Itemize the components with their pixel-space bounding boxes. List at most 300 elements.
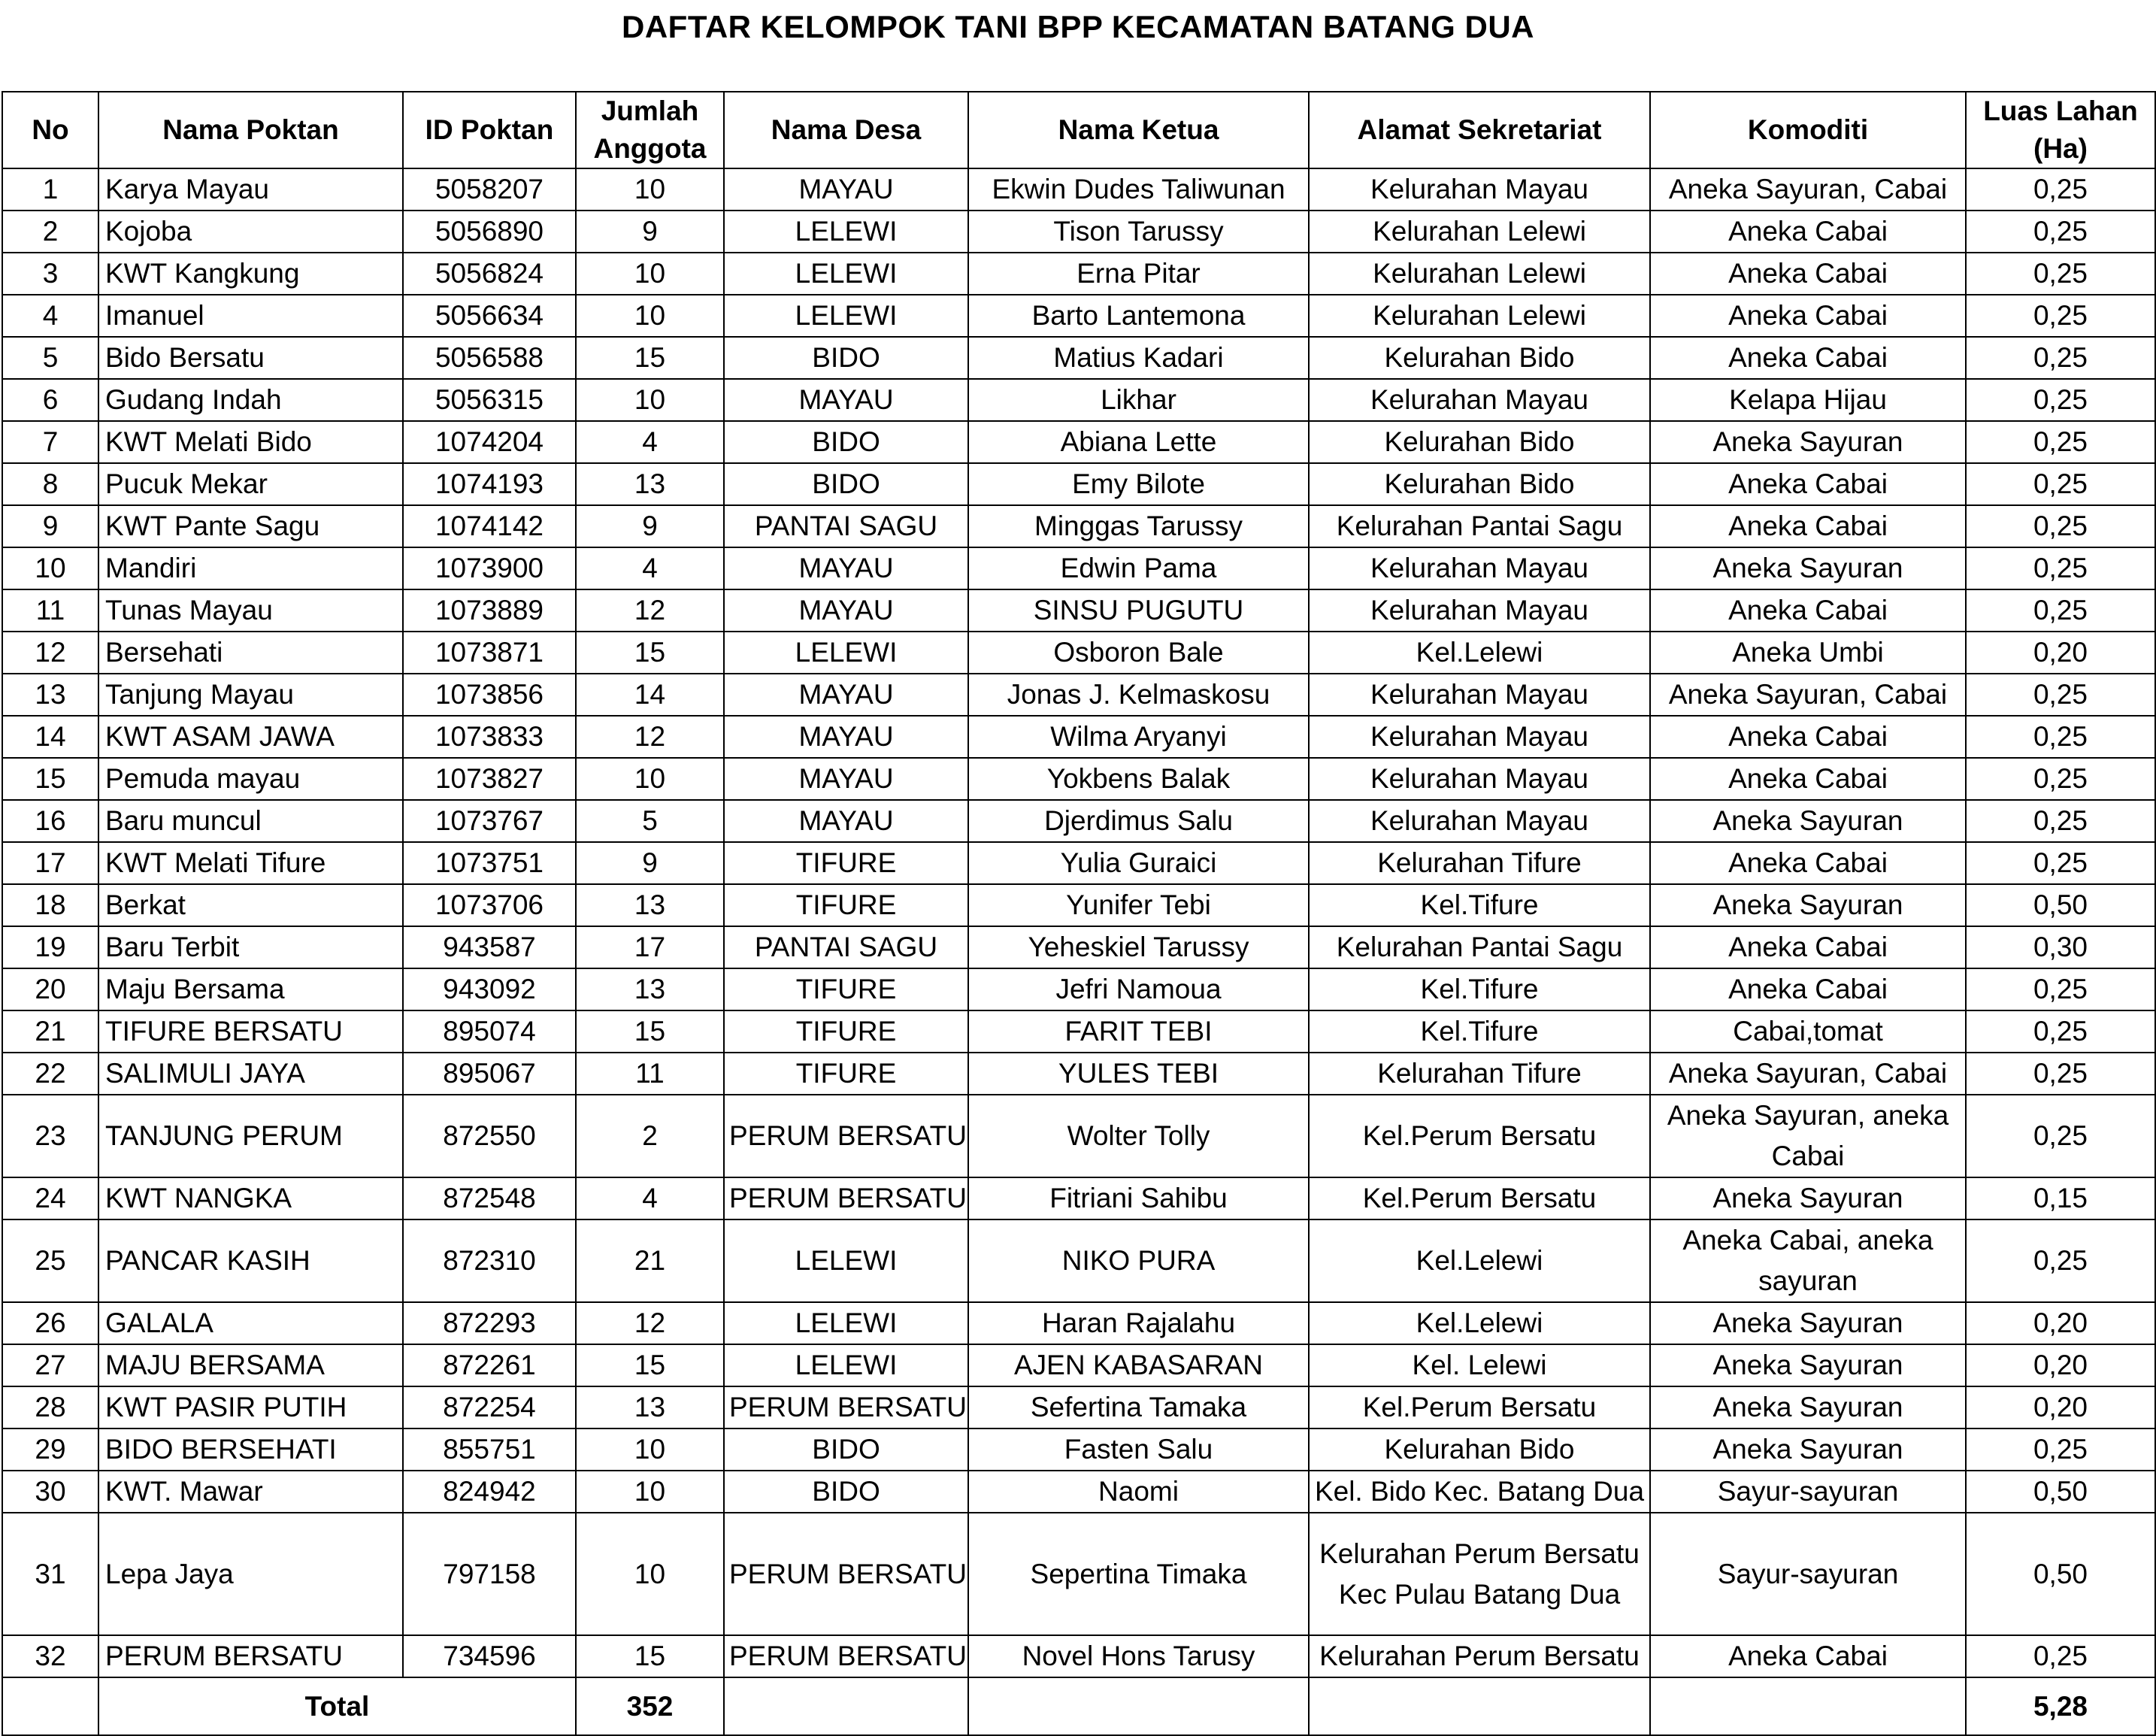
total-empty-no — [2, 1677, 98, 1735]
cell-luas-lahan: 0,30 — [1966, 926, 2155, 968]
cell-komoditi: Aneka Sayuran, Cabai — [1650, 674, 1966, 716]
cell-id-poktan: 895067 — [403, 1053, 576, 1095]
cell-luas-lahan: 0,50 — [1966, 1513, 2155, 1635]
cell-id-poktan: 5056824 — [403, 253, 576, 295]
cell-id-poktan: 1074193 — [403, 463, 576, 505]
cell-nama-poktan: Bido Bersatu — [98, 337, 403, 379]
cell-komoditi: Aneka Sayuran — [1650, 800, 1966, 842]
table-row — [2, 337, 2155, 379]
cell-jumlah-anggota: 13 — [576, 463, 724, 505]
cell-nama-desa: MAYAU — [724, 547, 968, 589]
cell-jumlah-anggota: 4 — [576, 547, 724, 589]
cell-nama-poktan: Baru muncul — [98, 800, 403, 842]
header-luas-lahan: Luas Lahan (Ha) — [1966, 92, 2155, 168]
cell-id-poktan: 1073871 — [403, 632, 576, 674]
cell-jumlah-anggota: 10 — [576, 379, 724, 421]
cell-alamat-sekretariat: Kelurahan Bido — [1309, 1428, 1650, 1471]
cell-nama-ketua: Yokbens Balak — [968, 758, 1309, 800]
cell-nama-ketua: Erna Pitar — [968, 253, 1309, 295]
table-row — [2, 295, 2155, 337]
cell-no: 14 — [2, 716, 98, 758]
cell-id-poktan: 1073751 — [403, 842, 576, 884]
cell-jumlah-anggota: 13 — [576, 968, 724, 1010]
cell-alamat-sekretariat: Kelurahan Lelewi — [1309, 211, 1650, 253]
cell-luas-lahan: 0,25 — [1966, 716, 2155, 758]
cell-nama-ketua: Emy Bilote — [968, 463, 1309, 505]
cell-luas-lahan: 0,25 — [1966, 505, 2155, 547]
table-body — [2, 168, 2155, 1677]
table-row — [2, 463, 2155, 505]
cell-luas-lahan: 0,25 — [1966, 800, 2155, 842]
table-row — [2, 379, 2155, 421]
table-row — [2, 1386, 2155, 1428]
cell-id-poktan: 895074 — [403, 1010, 576, 1053]
cell-id-poktan: 824942 — [403, 1471, 576, 1513]
cell-nama-desa: PANTAI SAGU — [724, 505, 968, 547]
cell-id-poktan: 872310 — [403, 1219, 576, 1302]
cell-alamat-sekretariat: Kelurahan Mayau — [1309, 674, 1650, 716]
cell-komoditi: Aneka Cabai — [1650, 968, 1966, 1010]
cell-nama-ketua: FARIT TEBI — [968, 1010, 1309, 1053]
cell-nama-ketua: Jonas J. Kelmaskosu — [968, 674, 1309, 716]
cell-komoditi: Aneka Sayuran — [1650, 547, 1966, 589]
cell-alamat-sekretariat: Kelurahan Mayau — [1309, 379, 1650, 421]
header-nama-poktan: Nama Poktan — [98, 92, 403, 168]
cell-nama-ketua: Tison Tarussy — [968, 211, 1309, 253]
cell-nama-poktan: KWT ASAM JAWA — [98, 716, 403, 758]
cell-jumlah-anggota: 12 — [576, 589, 724, 632]
cell-jumlah-anggota: 11 — [576, 1053, 724, 1095]
cell-jumlah-anggota: 10 — [576, 1513, 724, 1635]
cell-komoditi: Aneka Umbi — [1650, 632, 1966, 674]
cell-no: 31 — [2, 1513, 98, 1635]
table-row — [2, 1177, 2155, 1219]
total-empty-alamat — [1309, 1677, 1650, 1735]
cell-nama-poktan: Lepa Jaya — [98, 1513, 403, 1635]
cell-komoditi: Aneka Sayuran — [1650, 1428, 1966, 1471]
cell-komoditi: Aneka Sayuran — [1650, 1302, 1966, 1344]
cell-alamat-sekretariat: Kelurahan Mayau — [1309, 758, 1650, 800]
cell-id-poktan: 872254 — [403, 1386, 576, 1428]
cell-nama-ketua: Haran Rajalahu — [968, 1302, 1309, 1344]
header-jumlah-anggota: Jumlah Anggota — [576, 92, 724, 168]
total-row — [2, 1677, 2155, 1735]
cell-no: 13 — [2, 674, 98, 716]
cell-no: 22 — [2, 1053, 98, 1095]
cell-nama-desa: BIDO — [724, 421, 968, 463]
table-row — [2, 1513, 2155, 1635]
cell-alamat-sekretariat: Kel. Bido Kec. Batang Dua — [1309, 1471, 1650, 1513]
cell-komoditi: Aneka Sayuran — [1650, 884, 1966, 926]
cell-id-poktan: 5056315 — [403, 379, 576, 421]
table-row — [2, 1635, 2155, 1677]
cell-id-poktan: 1073889 — [403, 589, 576, 632]
cell-id-poktan: 5058207 — [403, 168, 576, 211]
cell-nama-desa: MAYAU — [724, 589, 968, 632]
cell-komoditi: Aneka Cabai — [1650, 926, 1966, 968]
cell-alamat-sekretariat: Kel.Tifure — [1309, 968, 1650, 1010]
cell-no: 30 — [2, 1471, 98, 1513]
cell-luas-lahan: 0,25 — [1966, 1219, 2155, 1302]
cell-nama-ketua: AJEN KABASARAN — [968, 1344, 1309, 1386]
total-empty-desa — [724, 1677, 968, 1735]
cell-nama-poktan: KWT PASIR PUTIH — [98, 1386, 403, 1428]
cell-jumlah-anggota: 9 — [576, 842, 724, 884]
cell-alamat-sekretariat: Kel.Lelewi — [1309, 632, 1650, 674]
cell-jumlah-anggota: 5 — [576, 800, 724, 842]
cell-luas-lahan: 0,25 — [1966, 1010, 2155, 1053]
cell-nama-poktan: Berkat — [98, 884, 403, 926]
cell-no: 21 — [2, 1010, 98, 1053]
cell-alamat-sekretariat: Kelurahan Perum Bersatu Kec Pulau Batang Dua — [1309, 1513, 1650, 1635]
cell-nama-poktan: Tunas Mayau — [98, 589, 403, 632]
cell-no: 10 — [2, 547, 98, 589]
cell-nama-poktan: KWT NANGKA — [98, 1177, 403, 1219]
cell-nama-poktan: TANJUNG PERUM — [98, 1095, 403, 1177]
cell-nama-poktan: SALIMULI JAYA — [98, 1053, 403, 1095]
cell-nama-desa: BIDO — [724, 1428, 968, 1471]
cell-jumlah-anggota: 10 — [576, 1471, 724, 1513]
cell-no: 5 — [2, 337, 98, 379]
cell-no: 20 — [2, 968, 98, 1010]
table-row — [2, 674, 2155, 716]
cell-nama-ketua: Djerdimus Salu — [968, 800, 1309, 842]
cell-komoditi: Aneka Sayuran — [1650, 1386, 1966, 1428]
cell-nama-desa: PERUM BERSATU — [724, 1386, 968, 1428]
cell-luas-lahan: 0,25 — [1966, 589, 2155, 632]
cell-komoditi: Aneka Cabai — [1650, 505, 1966, 547]
cell-nama-poktan: Tanjung Mayau — [98, 674, 403, 716]
cell-nama-poktan: TIFURE BERSATU — [98, 1010, 403, 1053]
cell-nama-desa: LELEWI — [724, 1219, 968, 1302]
cell-alamat-sekretariat: Kelurahan Mayau — [1309, 716, 1650, 758]
cell-no: 9 — [2, 505, 98, 547]
cell-komoditi: Aneka Cabai — [1650, 253, 1966, 295]
cell-id-poktan: 5056588 — [403, 337, 576, 379]
cell-komoditi: Sayur-sayuran — [1650, 1513, 1966, 1635]
table-row — [2, 589, 2155, 632]
cell-komoditi: Aneka Cabai, aneka sayuran — [1650, 1219, 1966, 1302]
cell-no: 1 — [2, 168, 98, 211]
table-row — [2, 968, 2155, 1010]
table-row — [2, 800, 2155, 842]
table-row — [2, 1053, 2155, 1095]
cell-jumlah-anggota: 15 — [576, 632, 724, 674]
cell-nama-ketua: Sefertina Tamaka — [968, 1386, 1309, 1428]
cell-jumlah-anggota: 13 — [576, 884, 724, 926]
cell-nama-poktan: Gudang Indah — [98, 379, 403, 421]
cell-alamat-sekretariat: Kelurahan Bido — [1309, 337, 1650, 379]
cell-no: 26 — [2, 1302, 98, 1344]
total-luas-lahan: 5,28 — [1966, 1677, 2155, 1735]
cell-nama-ketua: Fitriani Sahibu — [968, 1177, 1309, 1219]
table-row — [2, 253, 2155, 295]
cell-nama-ketua: Yulia Guraici — [968, 842, 1309, 884]
cell-id-poktan: 872550 — [403, 1095, 576, 1177]
cell-luas-lahan: 0,20 — [1966, 632, 2155, 674]
header-komoditi: Komoditi — [1650, 92, 1966, 168]
cell-komoditi: Aneka Sayuran, Cabai — [1650, 168, 1966, 211]
cell-luas-lahan: 0,25 — [1966, 758, 2155, 800]
cell-nama-desa: BIDO — [724, 337, 968, 379]
cell-nama-poktan: KWT Melati Tifure — [98, 842, 403, 884]
cell-nama-desa: PERUM BERSATU — [724, 1177, 968, 1219]
cell-no: 16 — [2, 800, 98, 842]
cell-luas-lahan: 0,50 — [1966, 884, 2155, 926]
cell-alamat-sekretariat: Kel.Tifure — [1309, 1010, 1650, 1053]
cell-nama-desa: MAYAU — [724, 758, 968, 800]
cell-alamat-sekretariat: Kel.Perum Bersatu — [1309, 1095, 1650, 1177]
cell-luas-lahan: 0,25 — [1966, 337, 2155, 379]
cell-nama-desa: MAYAU — [724, 800, 968, 842]
cell-komoditi: Cabai,tomat — [1650, 1010, 1966, 1053]
total-empty-ketua — [968, 1677, 1309, 1735]
cell-luas-lahan: 0,25 — [1966, 1635, 2155, 1677]
cell-nama-poktan: Kojoba — [98, 211, 403, 253]
table-row — [2, 716, 2155, 758]
cell-jumlah-anggota: 12 — [576, 1302, 724, 1344]
cell-id-poktan: 943587 — [403, 926, 576, 968]
cell-id-poktan: 1073900 — [403, 547, 576, 589]
table-row — [2, 1471, 2155, 1513]
cell-nama-ketua: Abiana Lette — [968, 421, 1309, 463]
cell-nama-desa: TIFURE — [724, 968, 968, 1010]
cell-komoditi: Aneka Sayuran, aneka Cabai — [1650, 1095, 1966, 1177]
cell-komoditi: Aneka Cabai — [1650, 211, 1966, 253]
cell-nama-desa: LELEWI — [724, 1302, 968, 1344]
cell-luas-lahan: 0,25 — [1966, 421, 2155, 463]
cell-jumlah-anggota: 10 — [576, 168, 724, 211]
cell-no: 4 — [2, 295, 98, 337]
cell-id-poktan: 855751 — [403, 1428, 576, 1471]
cell-komoditi: Aneka Cabai — [1650, 1635, 1966, 1677]
cell-luas-lahan: 0,25 — [1966, 842, 2155, 884]
cell-luas-lahan: 0,50 — [1966, 1471, 2155, 1513]
cell-nama-desa: PERUM BERSATU — [724, 1095, 968, 1177]
cell-nama-desa: PANTAI SAGU — [724, 926, 968, 968]
cell-id-poktan: 1073856 — [403, 674, 576, 716]
cell-jumlah-anggota: 10 — [576, 295, 724, 337]
cell-alamat-sekretariat: Kel.Perum Bersatu — [1309, 1177, 1650, 1219]
cell-alamat-sekretariat: Kelurahan Mayau — [1309, 800, 1650, 842]
cell-nama-ketua: NIKO PURA — [968, 1219, 1309, 1302]
cell-nama-poktan: KWT. Mawar — [98, 1471, 403, 1513]
cell-nama-poktan: KWT Pante Sagu — [98, 505, 403, 547]
cell-nama-desa: LELEWI — [724, 211, 968, 253]
cell-luas-lahan: 0,20 — [1966, 1344, 2155, 1386]
cell-nama-desa: TIFURE — [724, 1010, 968, 1053]
cell-nama-desa: LELEWI — [724, 253, 968, 295]
cell-nama-ketua: Yeheskiel Tarussy — [968, 926, 1309, 968]
cell-no: 11 — [2, 589, 98, 632]
cell-alamat-sekretariat: Kel.Tifure — [1309, 884, 1650, 926]
header-alamat-sekretariat: Alamat Sekretariat — [1309, 92, 1650, 168]
cell-nama-desa: TIFURE — [724, 842, 968, 884]
header-no: No — [2, 92, 98, 168]
document-title: DAFTAR KELOMPOK TANI BPP KECAMATAN BATANG DUA — [622, 9, 1534, 44]
cell-jumlah-anggota: 15 — [576, 1010, 724, 1053]
cell-no: 12 — [2, 632, 98, 674]
cell-nama-ketua: Osboron Bale — [968, 632, 1309, 674]
cell-komoditi: Aneka Sayuran — [1650, 1177, 1966, 1219]
table-row — [2, 421, 2155, 463]
cell-nama-desa: BIDO — [724, 1471, 968, 1513]
table-row — [2, 884, 2155, 926]
cell-luas-lahan: 0,20 — [1966, 1302, 2155, 1344]
cell-no: 7 — [2, 421, 98, 463]
cell-nama-ketua: Edwin Pama — [968, 547, 1309, 589]
cell-nama-ketua: Matius Kadari — [968, 337, 1309, 379]
cell-nama-desa: TIFURE — [724, 1053, 968, 1095]
cell-id-poktan: 943092 — [403, 968, 576, 1010]
total-jumlah-anggota: 352 — [576, 1677, 724, 1735]
cell-no: 24 — [2, 1177, 98, 1219]
cell-jumlah-anggota: 10 — [576, 253, 724, 295]
cell-nama-desa: BIDO — [724, 463, 968, 505]
cell-nama-poktan: Pucuk Mekar — [98, 463, 403, 505]
cell-luas-lahan: 0,25 — [1966, 547, 2155, 589]
cell-nama-ketua: Ekwin Dudes Taliwunan — [968, 168, 1309, 211]
cell-jumlah-anggota: 4 — [576, 1177, 724, 1219]
cell-alamat-sekretariat: Kelurahan Mayau — [1309, 589, 1650, 632]
cell-nama-ketua: Sepertina Timaka — [968, 1513, 1309, 1635]
cell-nama-poktan: Karya Mayau — [98, 168, 403, 211]
total-empty-komoditi — [1650, 1677, 1966, 1735]
header-id-poktan: ID Poktan — [403, 92, 576, 168]
cell-alamat-sekretariat: Kelurahan Bido — [1309, 421, 1650, 463]
table-row — [2, 842, 2155, 884]
cell-jumlah-anggota: 9 — [576, 505, 724, 547]
cell-nama-desa: PERUM BERSATU — [724, 1513, 968, 1635]
cell-nama-ketua: Minggas Tarussy — [968, 505, 1309, 547]
cell-nama-poktan: PANCAR KASIH — [98, 1219, 403, 1302]
table-row — [2, 168, 2155, 211]
cell-nama-desa: MAYAU — [724, 716, 968, 758]
cell-no: 29 — [2, 1428, 98, 1471]
cell-nama-poktan: Mandiri — [98, 547, 403, 589]
cell-luas-lahan: 0,25 — [1966, 1095, 2155, 1177]
cell-luas-lahan: 0,15 — [1966, 1177, 2155, 1219]
cell-id-poktan: 1073706 — [403, 884, 576, 926]
cell-jumlah-anggota: 13 — [576, 1386, 724, 1428]
cell-alamat-sekretariat: Kelurahan Tifure — [1309, 1053, 1650, 1095]
cell-nama-ketua: Novel Hons Tarusy — [968, 1635, 1309, 1677]
header-nama-desa: Nama Desa — [724, 92, 968, 168]
cell-jumlah-anggota: 15 — [576, 337, 724, 379]
cell-nama-poktan: Baru Terbit — [98, 926, 403, 968]
cell-luas-lahan: 0,25 — [1966, 968, 2155, 1010]
cell-no: 19 — [2, 926, 98, 968]
table-row — [2, 926, 2155, 968]
cell-jumlah-anggota: 15 — [576, 1344, 724, 1386]
cell-alamat-sekretariat: Kelurahan Tifure — [1309, 842, 1650, 884]
cell-nama-desa: LELEWI — [724, 1344, 968, 1386]
cell-nama-poktan: PERUM BERSATU — [98, 1635, 403, 1677]
cell-komoditi: Aneka Sayuran — [1650, 1344, 1966, 1386]
cell-komoditi: Aneka Sayuran — [1650, 421, 1966, 463]
cell-nama-ketua: Wilma Aryanyi — [968, 716, 1309, 758]
cell-id-poktan: 1073767 — [403, 800, 576, 842]
cell-id-poktan: 872261 — [403, 1344, 576, 1386]
cell-luas-lahan: 0,25 — [1966, 295, 2155, 337]
cell-komoditi: Aneka Cabai — [1650, 758, 1966, 800]
header-nama-ketua: Nama Ketua — [968, 92, 1309, 168]
cell-jumlah-anggota: 14 — [576, 674, 724, 716]
cell-nama-desa: MAYAU — [724, 379, 968, 421]
cell-luas-lahan: 0,25 — [1966, 253, 2155, 295]
total-label: Total — [98, 1677, 576, 1735]
cell-id-poktan: 872548 — [403, 1177, 576, 1219]
cell-alamat-sekretariat: Kel. Lelewi — [1309, 1344, 1650, 1386]
header-row — [2, 92, 2155, 168]
cell-id-poktan: 5056634 — [403, 295, 576, 337]
cell-nama-desa: LELEWI — [724, 295, 968, 337]
cell-nama-ketua: Barto Lantemona — [968, 295, 1309, 337]
cell-no: 8 — [2, 463, 98, 505]
cell-alamat-sekretariat: Kelurahan Lelewi — [1309, 295, 1650, 337]
cell-no: 28 — [2, 1386, 98, 1428]
cell-nama-ketua: Wolter Tolly — [968, 1095, 1309, 1177]
cell-no: 15 — [2, 758, 98, 800]
table-row — [2, 547, 2155, 589]
cell-jumlah-anggota: 10 — [576, 1428, 724, 1471]
cell-id-poktan: 5056890 — [403, 211, 576, 253]
cell-nama-poktan: GALALA — [98, 1302, 403, 1344]
cell-nama-desa: PERUM BERSATU — [724, 1635, 968, 1677]
cell-id-poktan: 1073833 — [403, 716, 576, 758]
cell-no: 18 — [2, 884, 98, 926]
table-row — [2, 1302, 2155, 1344]
cell-nama-poktan: Imanuel — [98, 295, 403, 337]
cell-nama-ketua: SINSU PUGUTU — [968, 589, 1309, 632]
cell-alamat-sekretariat: Kelurahan Bido — [1309, 463, 1650, 505]
cell-no: 17 — [2, 842, 98, 884]
table-row — [2, 1010, 2155, 1053]
cell-luas-lahan: 0,25 — [1966, 379, 2155, 421]
cell-alamat-sekretariat: Kelurahan Pantai Sagu — [1309, 926, 1650, 968]
cell-id-poktan: 797158 — [403, 1513, 576, 1635]
cell-jumlah-anggota: 10 — [576, 758, 724, 800]
cell-nama-poktan: BIDO BERSEHATI — [98, 1428, 403, 1471]
cell-komoditi: Aneka Cabai — [1650, 589, 1966, 632]
cell-jumlah-anggota: 12 — [576, 716, 724, 758]
cell-komoditi: Kelapa Hijau — [1650, 379, 1966, 421]
cell-nama-poktan: KWT Kangkung — [98, 253, 403, 295]
cell-no: 2 — [2, 211, 98, 253]
cell-jumlah-anggota: 17 — [576, 926, 724, 968]
table-row — [2, 1428, 2155, 1471]
cell-luas-lahan: 0,25 — [1966, 211, 2155, 253]
cell-nama-poktan: MAJU BERSAMA — [98, 1344, 403, 1386]
cell-no: 23 — [2, 1095, 98, 1177]
cell-no: 32 — [2, 1635, 98, 1677]
cell-jumlah-anggota: 15 — [576, 1635, 724, 1677]
cell-nama-desa: LELEWI — [724, 632, 968, 674]
cell-nama-ketua: YULES TEBI — [968, 1053, 1309, 1095]
cell-no: 25 — [2, 1219, 98, 1302]
cell-id-poktan: 734596 — [403, 1635, 576, 1677]
cell-alamat-sekretariat: Kelurahan Mayau — [1309, 168, 1650, 211]
cell-nama-desa: TIFURE — [724, 884, 968, 926]
cell-alamat-sekretariat: Kelurahan Perum Bersatu — [1309, 1635, 1650, 1677]
cell-komoditi: Aneka Cabai — [1650, 463, 1966, 505]
cell-alamat-sekretariat: Kel.Lelewi — [1309, 1302, 1650, 1344]
cell-nama-desa: MAYAU — [724, 168, 968, 211]
cell-nama-ketua: Jefri Namoua — [968, 968, 1309, 1010]
cell-alamat-sekretariat: Kelurahan Lelewi — [1309, 253, 1650, 295]
cell-nama-poktan: KWT Melati Bido — [98, 421, 403, 463]
cell-no: 3 — [2, 253, 98, 295]
